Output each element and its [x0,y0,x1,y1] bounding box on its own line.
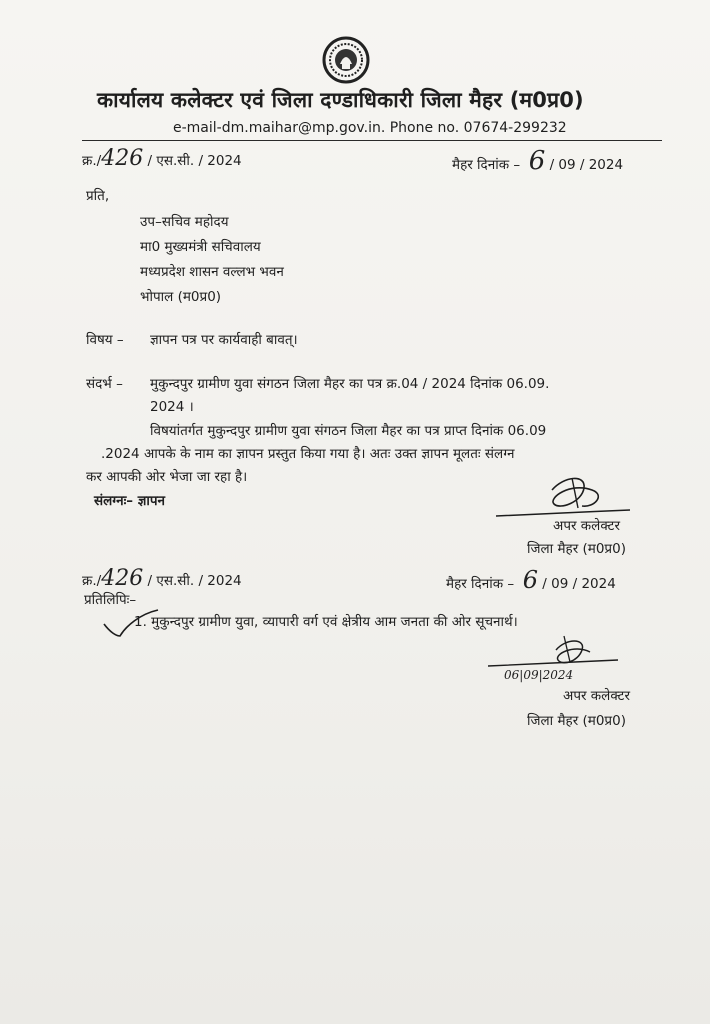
signatory-designation-2: अपर कलेक्टर [563,688,630,704]
reference-line: 2024 । [150,399,194,415]
date-prefix: मैहर दिनांक – [446,576,515,592]
handwritten-day: 6 [522,566,538,594]
handwritten-ref-number: 426 [101,146,144,171]
body-line: .2024 आपके के नाम का ज्ञापन प्रस्तुत किया गया है। अतः उक्त ज्ञापन मूलतः संलग्न [101,446,515,462]
date-line-1 [452,146,623,176]
reference-number-1 [82,146,242,171]
body-line: कर आपकी ओर भेजा जा रहा है। [86,469,248,485]
government-emblem-icon [322,36,370,84]
handwritten-signature-date: 06|09|2024 [504,668,574,682]
handwritten-day: 6 [528,146,546,176]
date-suffix: / 09 / 2024 [549,157,624,173]
date-line-2 [446,566,616,594]
signatory-office-2: जिला मैहर (म0प्र0) [527,713,626,729]
recipient-line: मा0 मुख्यमंत्री सचिवालय [140,239,261,255]
reference-line: मुकुन्दपुर ग्रामीण युवा संगठन जिला मैहर का पत्र क्र.04 / 2024 दिनांक 06.09. [150,376,550,392]
subject-label: विषय – [86,332,124,348]
contact-line: e-mail-dm.maihar@mp.gov.in. Phone no. 07674-299232 [173,120,567,136]
date-suffix: / 09 / 2024 [542,576,616,592]
recipient-line: उप–सचिव महोदय [140,214,229,230]
recipient-label: प्रति, [86,188,110,204]
date-prefix: मैहर दिनांक – [452,157,521,173]
recipient-line: मध्यप्रदेश शासन वल्लभ भवन [140,264,284,280]
header-divider [82,140,662,141]
handwritten-ref-number: 426 [101,566,144,591]
ref-suffix: / एस.सी. / 2024 [147,573,242,589]
copy-label: प्रतिलिपिः– [84,592,137,608]
office-title: कार्यालय कलेक्टर एवं जिला दण्डाधिकारी जिला मैहर (म0प्र0) [97,88,584,112]
reference-number-2 [82,566,242,591]
signatory-office-1: जिला मैहर (म0प्र0) [527,541,626,557]
reference-label: संदर्भ – [86,376,123,392]
body-line: विषयांतर्गत मुकुन्दपुर ग्रामीण युवा संगठन जिला मैहर का पत्र प्राप्त दिनांक 06.09 [150,423,547,439]
ref-prefix: क्र./ [82,573,102,589]
subject-text: ज्ञापन पत्र पर कार्यवाही बावत्। [150,332,298,348]
ref-prefix: क्र./ [82,153,102,169]
copy-item: 1. मुकुन्दपुर ग्रामीण युवा, व्यापारी वर्ग एवं क्षेत्रीय आम जनता की ओर सूचनार्थ। [134,614,518,630]
signatory-designation-1: अपर कलेक्टर [553,518,620,534]
enclosure-line: संलग्नः– ज्ञापन [94,493,166,509]
ref-suffix: / एस.सी. / 2024 [147,153,242,169]
recipient-line: भोपाल (म0प्र0) [140,289,222,305]
